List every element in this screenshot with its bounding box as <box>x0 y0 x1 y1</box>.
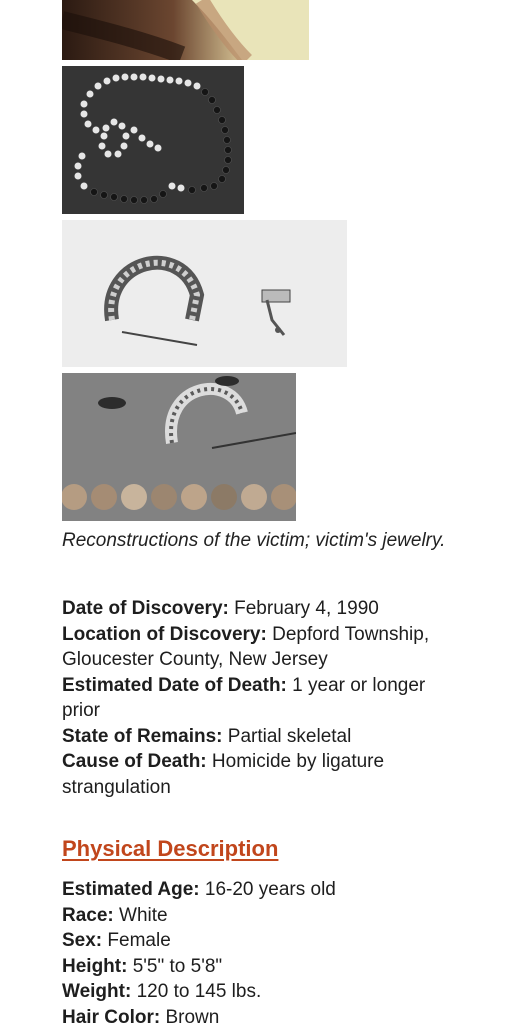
case-details <box>62 596 467 800</box>
detail-row-cause: Cause of Death: Homicide by ligature strangulation <box>62 749 467 800</box>
physical-description <box>62 877 467 1030</box>
physical-row-hair-color: Hair Color: Brown <box>62 1005 467 1030</box>
image-caption: Reconstructions of the victim; victim's jewelry. <box>62 528 462 553</box>
physical-row-weight: Weight: 120 to 145 lbs. <box>62 979 467 1005</box>
reconstruction-image <box>62 0 309 60</box>
detail-row-remains: State of Remains: Partial skeletal <box>62 724 467 750</box>
physical-row-sex: Sex: Female <box>62 928 467 954</box>
jewelry-closeup-image <box>62 373 296 521</box>
physical-description-heading[interactable]: Physical Description <box>62 836 278 862</box>
necklace-image <box>62 66 244 214</box>
physical-row-race: Race: White <box>62 903 467 929</box>
physical-row-age: Estimated Age: 16-20 years old <box>62 877 467 903</box>
earrings-image <box>62 220 347 367</box>
detail-row-location: Location of Discovery: Depford Township, Gloucester County, New Jersey <box>62 622 467 673</box>
detail-row-death-date: Estimated Date of Death: 1 year or longer prior <box>62 673 467 724</box>
physical-row-height: Height: 5'5" to 5'8" <box>62 954 467 980</box>
detail-row-discovery-date: Date of Discovery: February 4, 1990 <box>62 596 467 622</box>
